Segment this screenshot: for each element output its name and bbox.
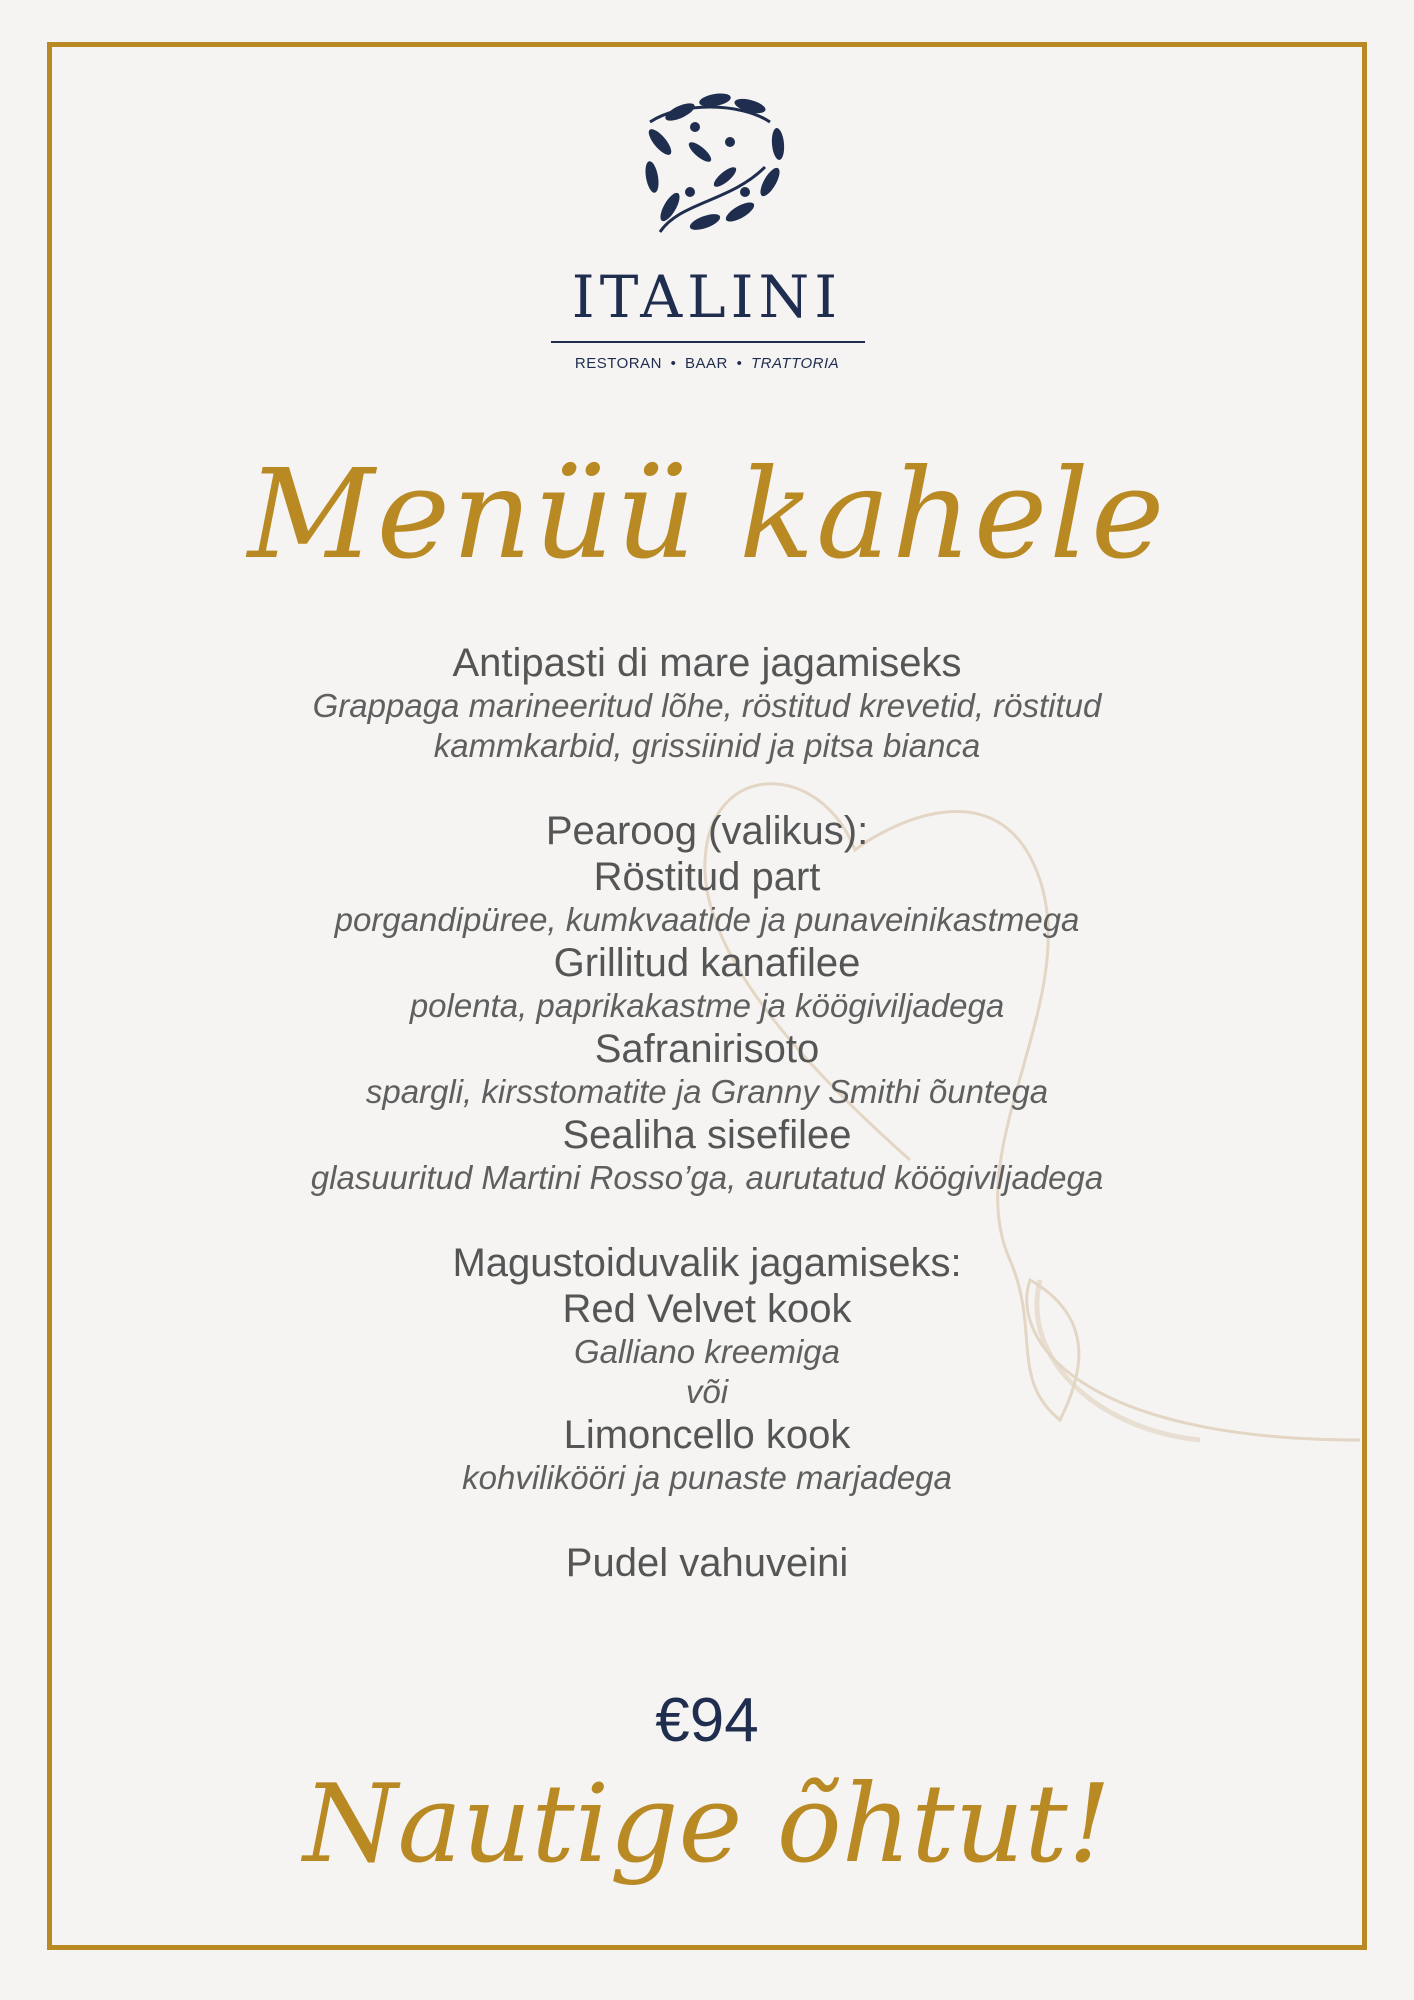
brand-name: ITALINI <box>571 263 843 331</box>
tagline-baar: BAAR <box>685 355 728 372</box>
main-item-description: glasuuritud Martini Rosso’ga, aurutatud köögiviljadega <box>310 1159 1104 1196</box>
wine-line: Pudel vahuveini <box>565 1541 849 1585</box>
dessert-item-description: Galliano kreemiga <box>574 1333 840 1370</box>
tagline-trattoria: TRATTORIA <box>751 355 840 372</box>
dessert-or-separator: või <box>685 1373 729 1410</box>
closing-message: Nautige õhtut! <box>302 1762 1112 1887</box>
main-item-name: Röstitud part <box>593 855 821 899</box>
brand-tagline <box>0 355 1414 372</box>
main-item-description: polenta, paprikakastme ja köögiviljadega <box>409 987 1005 1024</box>
main-item-name: Safranirisoto <box>594 1027 820 1071</box>
menu-content <box>180 640 1234 1586</box>
menu-price: €94 <box>655 1686 759 1755</box>
antipasti-description-line1: Grappaga marineeritud lõhe, röstitud krevetid, röstitud <box>312 687 1102 724</box>
dessert-heading: Magustoiduvalik jagamiseks: <box>452 1241 962 1285</box>
bullet-icon: • <box>736 355 743 372</box>
antipasti-heading: Antipasti di mare jagamiseks <box>452 641 962 685</box>
main-item-description: porgandipüree, kumkvaatide ja punaveinikastmega <box>334 901 1080 938</box>
main-course-heading: Pearoog (valikus): <box>545 809 869 853</box>
main-item-name: Grillitud kanafilee <box>553 941 861 985</box>
dessert-item-description: kohvilikööri ja punaste marjadega <box>462 1459 952 1496</box>
antipasti-description-line2: kammkarbid, grissiinid ja pitsa bianca <box>433 727 981 764</box>
brand-divider <box>551 341 865 343</box>
dessert-item-name: Red Velvet kook <box>562 1287 852 1331</box>
bullet-icon: • <box>670 355 677 372</box>
page-title: Menüü kahele <box>247 443 1167 587</box>
dessert-item-name: Limoncello kook <box>563 1413 851 1457</box>
olive-wreath-icon <box>620 82 800 252</box>
tagline-restoran: RESTORAN <box>574 355 662 372</box>
main-item-description: spargli, kirsstomatite ja Granny Smithi õuntega <box>365 1073 1049 1110</box>
main-item-name: Sealiha sisefilee <box>562 1113 852 1157</box>
